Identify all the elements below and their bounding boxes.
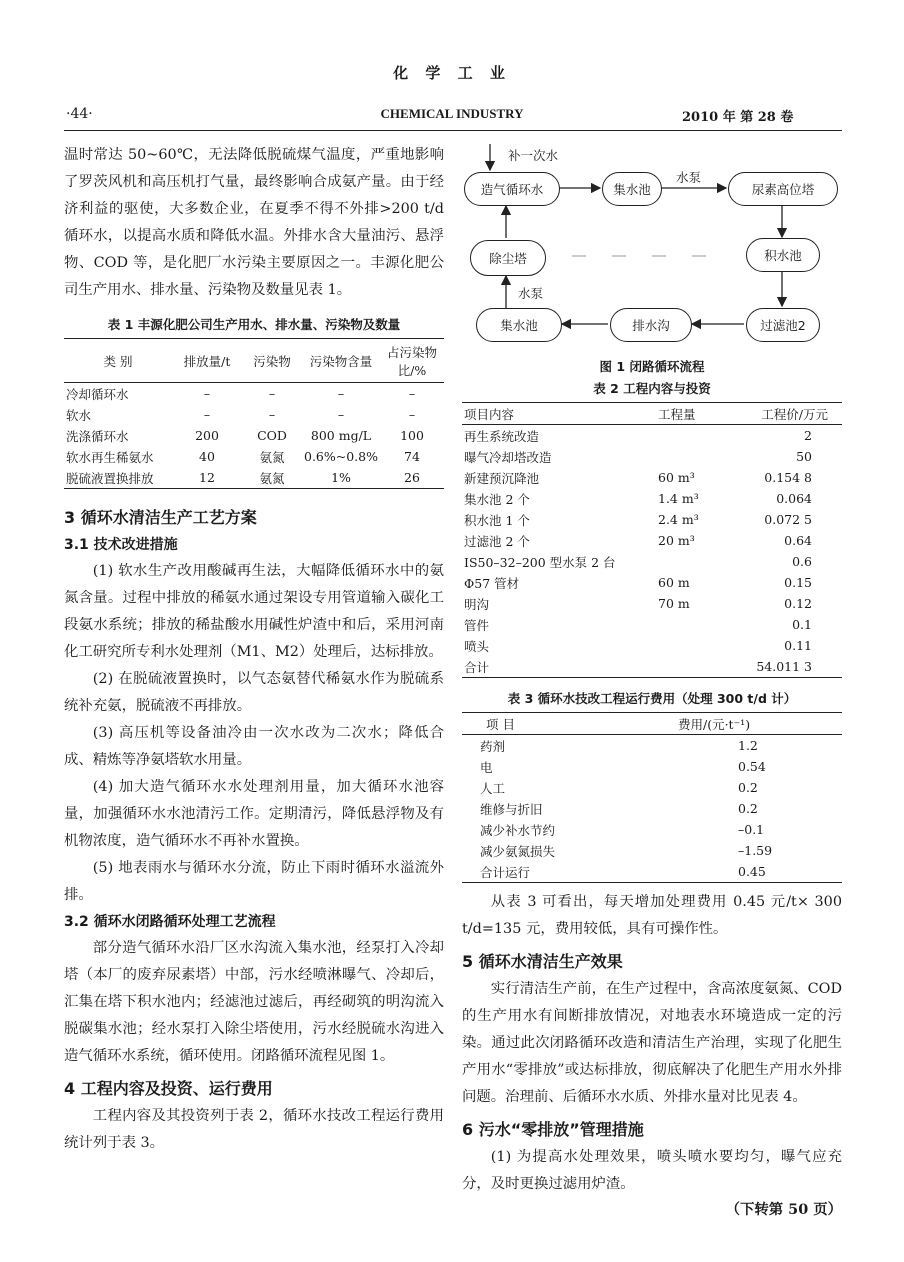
t3-cell: 减少氨氮损失 xyxy=(480,843,556,859)
node-drain-ditch: 排水沟 xyxy=(610,308,692,342)
table-row xyxy=(462,593,842,614)
table-row xyxy=(64,446,444,467)
t1-cell: 洗涤循环水 xyxy=(66,428,129,444)
figure1-caption: 图 1 闭路循环流程 xyxy=(599,359,705,374)
t3-cell: 电 xyxy=(480,759,493,775)
t3-cell: 0.2 xyxy=(738,801,758,816)
t1-header-category: 类 别 xyxy=(103,353,133,369)
t2-cell: 2.4 m³ xyxy=(658,512,699,527)
t2-cell xyxy=(656,446,744,467)
t2-cell: 0.12 xyxy=(784,596,812,611)
section3-2-paragraph: 部分造气循环水沿厂区水沟流入集水池，经泵打入冷却塔（本厂的废弃尿素塔）中部，污水经喷淋曝气、冷却后，汇集在塔下积水池内；经滤池过滤后，再经砌筑的明沟流入脱碳集水池；经水泵打入除尘塔使用，污水经脱硫水沟进入造气循环水系统，循环使用。闭路循环流程见图 1。 xyxy=(64,940,444,1064)
t1-cell: 0.6%~0.8% xyxy=(304,449,378,464)
t2-cell: 50 xyxy=(796,449,812,464)
supply-water-label: 补一次水 xyxy=(508,148,559,163)
t1-cell: 74 xyxy=(404,449,420,464)
intro-paragraph: 温时常达 50~60℃，无法降低脱硫煤气温度，严重地影响了罗茨风机和高压机打气量，最终影响合成氨产量。由于经济利益的驱使，大多数企业，在夏季不得不外排>200 t/d 循环水，以提高水质和降低水温。外排水含大量油污、悬浮物、COD 等，是化肥厂水污染主要原因之一。丰源化肥公司生产用水、排水量、污染物及数量见表 1。 xyxy=(64,147,444,298)
t2-cell xyxy=(656,656,744,678)
node-collection-pool-1: 集水池 xyxy=(602,172,662,206)
t2-cell: 0.11 xyxy=(784,638,812,653)
node-dust-tower: 除尘塔 xyxy=(470,240,546,276)
table-row xyxy=(64,467,444,489)
table-row xyxy=(462,819,842,840)
figure1-diagram xyxy=(462,142,842,352)
table-row xyxy=(462,425,842,447)
t1-cell: 1% xyxy=(331,470,351,485)
table-row xyxy=(64,383,444,405)
t3-cell: 0.45 xyxy=(738,864,766,879)
t2-cell: 0.15 xyxy=(784,575,812,590)
table-row xyxy=(462,735,842,757)
t1-cell: 800 mg/L xyxy=(310,428,372,443)
t1-cell: – xyxy=(203,407,211,422)
table-row xyxy=(462,840,842,861)
t3-cell: 1.2 xyxy=(738,738,758,753)
t3-cell: –1.59 xyxy=(738,843,773,858)
left-column xyxy=(64,142,444,1157)
table-row xyxy=(462,756,842,777)
node-gas-cooling-water: 造气循环水 xyxy=(464,172,560,206)
t1-cell: 12 xyxy=(199,470,215,485)
t2-cell: 0.64 xyxy=(784,533,812,548)
t2-cell: 2 xyxy=(804,428,812,443)
t3-cell: –0.1 xyxy=(738,822,765,837)
t1-cell: 100 xyxy=(400,428,424,443)
header-rule xyxy=(64,130,842,131)
year-volume: 2010 年 第 28 卷 xyxy=(682,110,794,125)
t2-cell: 70 m xyxy=(658,596,690,611)
t2-cell: 0.6 xyxy=(792,554,812,569)
t2-cell: 集水池 2 个 xyxy=(464,491,530,507)
table1 xyxy=(64,338,444,489)
section4-heading: 4 工程内容及投资、运行费用 xyxy=(64,1079,273,1098)
table3-caption: 表 3 循环水技改工程运行费用（处理 300 t/d 计） xyxy=(507,691,797,706)
t2-cell: 再生系统改造 xyxy=(464,428,540,444)
t2-cell xyxy=(656,614,744,635)
t2-cell: 0.1 xyxy=(792,617,812,632)
measure-item-4: (4) 加大造气循环水水处理剂用量，加大循环水池容量，加强循环水水池清污工作。定期清污，降低悬浮物及有机物浓度，造气循环水不再补水置换。 xyxy=(64,779,444,849)
t2-header-item: 项目内容 xyxy=(464,406,515,422)
table3-summary-paragraph: 从表 3 可看出，每天增加处理费用 0.45 元/t× 300 t/d=135 元，费用较低，具有可操作性。 xyxy=(462,894,842,937)
t2-cell: 0.064 xyxy=(776,491,812,506)
t2-cell: 0.154 8 xyxy=(764,470,812,485)
table3 xyxy=(462,712,842,883)
section3-heading: 3 循环水清洁生产工艺方案 xyxy=(64,508,257,527)
table-row xyxy=(462,635,842,656)
measure-item-3: (3) 高压机等设备油冷由一次水改为二次水；降低合成、精炼等净氨塔软水用量。 xyxy=(64,725,444,768)
node-accumulation-pool: 积水池 xyxy=(746,238,820,272)
t1-cell: 冷却循环水 xyxy=(66,386,129,402)
t1-cell: 40 xyxy=(199,449,215,464)
t2-cell: 合计 xyxy=(464,659,490,675)
table-row xyxy=(462,656,842,678)
journal-title-cn: 化 学 工 业 xyxy=(393,64,511,82)
table2 xyxy=(462,402,842,678)
t2-cell xyxy=(656,551,744,572)
t1-cell: 200 xyxy=(195,428,219,443)
table-row xyxy=(462,798,842,819)
t1-cell: 氨氮 xyxy=(259,449,285,465)
t1-cell: – xyxy=(203,386,211,401)
t3-cell: 维修与折旧 xyxy=(480,801,543,817)
t2-cell: Φ57 管材 xyxy=(464,575,520,591)
t3-cell: 减少补水节约 xyxy=(480,822,556,838)
t3-cell: 0.54 xyxy=(738,759,766,774)
t1-cell: – xyxy=(408,407,416,422)
t3-cell: 人工 xyxy=(480,780,506,796)
t3-header-cost: 费用/(元·t⁻¹) xyxy=(678,716,751,732)
t1-cell: COD xyxy=(257,428,287,443)
measure-item-1: (1) 软水生产改用酸碱再生法，大幅降低循环水中的氨氮含量。过程中排放的稀氨水通过架设专用管道输入碳化工段氨水系统；排放的稀盐酸水用碱性炉渣中和后，采用河南化工研究所专利水处理剂（M1、M2）处理后，达标排放。 xyxy=(64,563,444,660)
t2-cell: 54.011 3 xyxy=(756,659,812,674)
t1-cell: 软水 xyxy=(66,407,92,423)
measure-item-5: (5) 地表雨水与循环水分流，防止下雨时循环水溢流外排。 xyxy=(64,860,444,903)
t1-cell: – xyxy=(268,407,276,422)
table-row xyxy=(462,530,842,551)
t1-header-pollutant: 污染物 xyxy=(253,353,291,369)
measure-item-2: (2) 在脱硫液置换时，以气态氨替代稀氨水作为脱硫系统补充氨，脱硫液不再排放。 xyxy=(64,671,444,714)
section5-heading: 5 循环水清洁生产效果 xyxy=(462,952,623,971)
table-row xyxy=(462,446,842,467)
t1-cell: 26 xyxy=(404,470,420,485)
table2-caption: 表 2 工程内容与投资 xyxy=(593,381,711,396)
t2-cell: 1.4 m³ xyxy=(658,491,699,506)
t2-cell: 20 m³ xyxy=(658,533,695,548)
pump-label-left: 水泵 xyxy=(518,286,544,301)
t1-header-ratio: 占污染物比/% xyxy=(386,344,437,378)
t1-cell: 脱硫液置换排放 xyxy=(66,470,154,486)
t2-cell: 明沟 xyxy=(464,596,490,612)
t3-cell: 合计运行 xyxy=(480,864,531,880)
t2-header-price: 工程价/万元 xyxy=(761,406,828,422)
section3-2-heading: 3.2 循环水闭路循环处理工艺流程 xyxy=(64,914,276,930)
table-row xyxy=(462,861,842,883)
t1-cell: – xyxy=(408,386,416,401)
t2-cell: 60 m³ xyxy=(658,470,695,485)
t2-cell: 0.072 5 xyxy=(764,512,812,527)
pump-label-top: 水泵 xyxy=(676,170,702,185)
t1-cell: 氨氮 xyxy=(259,470,285,486)
t2-header-quantity: 工程量 xyxy=(658,406,696,422)
node-urea-tower: 尿素高位塔 xyxy=(728,172,838,206)
t1-header-discharge: 排放量/t xyxy=(183,353,231,369)
table-row xyxy=(64,404,444,425)
table1-caption: 表 1 丰源化肥公司生产用水、排水量、污染物及数量 xyxy=(107,317,401,332)
t3-cell: 药剂 xyxy=(480,738,506,754)
t2-cell: 新建预沉降池 xyxy=(464,470,540,486)
right-column xyxy=(462,142,842,1222)
t2-cell: IS50–32–200 型水泵 2 台 xyxy=(464,554,616,570)
t2-cell: 积水池 1 个 xyxy=(464,512,530,528)
continued-note: （下转第 50 页） xyxy=(725,1201,842,1218)
table-row xyxy=(462,614,842,635)
section4-paragraph: 工程内容及其投资列于表 2，循环水技改工程运行费用统计列于表 3。 xyxy=(64,1108,444,1151)
section3-1-heading: 3.1 技术改进措施 xyxy=(64,537,178,553)
table-row xyxy=(462,777,842,798)
t1-cell: – xyxy=(337,407,345,422)
t2-cell: 喷头 xyxy=(464,638,490,654)
table-row xyxy=(462,488,842,509)
t2-cell xyxy=(656,425,744,447)
t2-cell: 过滤池 2 个 xyxy=(464,533,530,549)
t1-cell: – xyxy=(337,386,345,401)
t3-header-item: 项 目 xyxy=(486,716,515,732)
t2-cell: 60 m xyxy=(658,575,690,590)
t1-cell: 软水再生稀氨水 xyxy=(66,449,154,465)
node-filter-pool-2: 过滤池2 xyxy=(746,308,820,342)
t2-cell: 管件 xyxy=(464,617,490,633)
t2-cell: 曝气冷却塔改造 xyxy=(464,449,552,465)
t2-cell xyxy=(656,635,744,656)
node-collection-pool-2: 集水池 xyxy=(476,308,562,342)
t1-header-content: 污染物含量 xyxy=(309,353,373,369)
section6-heading: 6 污水“零排放”管理措施 xyxy=(462,1120,644,1139)
table-row xyxy=(462,467,842,488)
table-row xyxy=(462,551,842,572)
section6-paragraph: (1) 为提高水处理效果，喷头喷水要均匀，曝气应充分，及时更换过滤用炉渣。 xyxy=(462,1149,842,1192)
t3-cell: 0.2 xyxy=(738,780,758,795)
table-row xyxy=(462,509,842,530)
table-row xyxy=(64,425,444,446)
table-row xyxy=(462,572,842,593)
section5-paragraph: 实行清洁生产前，在生产过程中，含高浓度氨氮、COD 的生产用水有间断排放情况，对地表水环境造成一定的污染。通过此次闭路循环改造和清洁生产治理，实现了化肥生产用水“零排放”或达标排放，彻底解决了化肥生产用水外排问题。治理前、后循环水水质、外排水量对比见表 4。 xyxy=(462,981,842,1105)
t1-cell: – xyxy=(268,386,276,401)
page-number: ·44· xyxy=(66,106,93,122)
journal-title-en: CHEMICAL INDUSTRY xyxy=(380,106,524,121)
